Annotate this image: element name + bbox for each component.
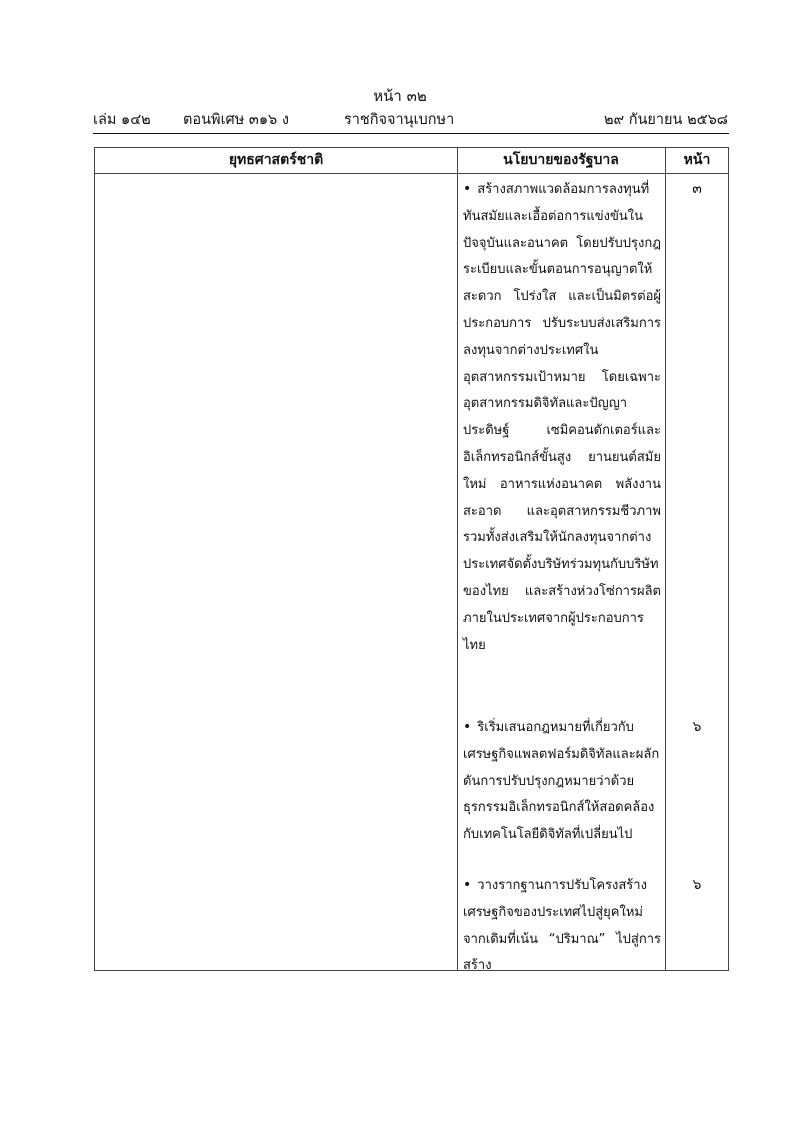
- policy-text: สร้างสภาพแวดล้อมการลงทุนที่ทันสมัยและเอื้อต่อการแข่งขันในปัจจุบันและอนาคต โดยปรับปรุงกฎระเบียบและขั้นตอนการอนุญาตให้สะดวก โปร่งใส และเป็นมิตรต่อผู้ประกอบการ ปรับระบบส่งเสริมการลงทุนจากต่างประเทศในอุตสาหกรรมเป้าหมาย โดยเฉพาะอุตสาหกรรมดิจิทัลและปัญญาประดิษฐ์ เซมิคอนดักเตอร์และอิเล็กทรอนิกส์ขั้นสูง ยานยนต์สมัยใหม่ อาหารแห่งอนาคต พลังงานสะอาด และอุตสาหกรรมชีวภาพ รวมทั้งส่งเสริมให้นักลงทุนจากต่างประเทศจัดตั้งบริษัทร่วมทุนกับบริษัทของไทย และสร้างห่วงโซ่การผลิตภายในประเทศจากผู้ประกอบการไทย: [463, 182, 661, 653]
- column-header-policy: นโยบายของรัฐบาล: [503, 152, 619, 168]
- policy-item: [463, 872, 661, 980]
- page-reference: ๖: [692, 719, 702, 735]
- bullet-icon: •: [463, 181, 472, 197]
- page-number: หน้า ๓๒: [373, 87, 427, 105]
- policy-item: [463, 176, 661, 659]
- publication-date: ๒๙ กันยายน ๒๕๖๘: [603, 112, 728, 128]
- header-divider: [93, 133, 729, 134]
- column-divider: [457, 148, 458, 970]
- page-reference: ๖: [692, 877, 702, 893]
- bullet-icon: •: [463, 877, 472, 893]
- volume-label: เล่ม ๑๔๒: [93, 112, 151, 128]
- column-header-page: หน้า: [683, 152, 711, 168]
- gazette-header: [93, 108, 728, 130]
- bullet-icon: •: [463, 719, 472, 735]
- header-row-divider: [95, 173, 728, 174]
- policy-item: [463, 714, 661, 849]
- page-reference: ๓: [692, 181, 702, 197]
- publication-title: ราชกิจจานุเบกษา: [344, 112, 455, 128]
- policy-text: วางรากฐานการปรับโครงสร้างเศรษฐกิจของประเทศไปสู่ยุคใหม่ จากเดิมที่เน้น “ปริมาณ” ไปสู่การสร้าง: [463, 878, 661, 974]
- issue-label: ตอนพิเศษ ๓๑๖ ง: [183, 112, 289, 128]
- column-divider: [665, 148, 666, 970]
- column-header-strategy: ยุทธศาสตร์ชาติ: [228, 152, 324, 168]
- policy-text: ริเริ่มเสนอกฎหมายที่เกี่ยวกับเศรษฐกิจแพลตฟอร์มดิจิทัลและผลักดันการปรับปรุงกฎหมายว่าด้วยธุรกรรมอิเล็กทรอนิกส์ให้สอดคล้องกับเทคโนโลยีดิจิทัลที่เปลี่ยนไป: [463, 720, 660, 843]
- policy-table: [94, 147, 729, 974]
